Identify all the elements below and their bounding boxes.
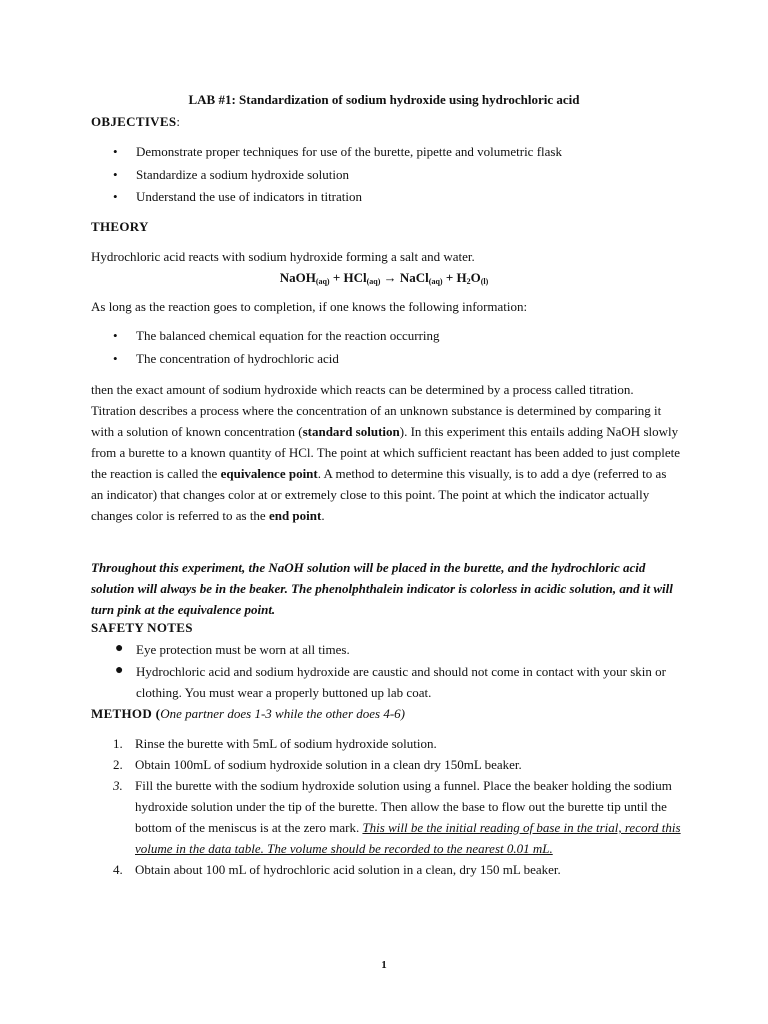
method-steps <box>113 733 683 880</box>
objectives-heading <box>91 114 180 130</box>
safety-list <box>113 639 683 704</box>
list-item <box>113 661 683 704</box>
page-title: LAB #1: Standardization of sodium hydroxide using hydrochloric acid <box>188 92 580 107</box>
list-item <box>113 859 683 880</box>
objective-text: Demonstrate proper techniques for use of the burette, pipette and volumetric flask <box>136 144 562 159</box>
list-item <box>113 164 562 187</box>
theory-item-text: The concentration of hydrochloric acid <box>136 350 339 366</box>
objectives-list <box>113 141 562 209</box>
theory-heading: THEORY <box>91 219 149 234</box>
bullet-icon: • <box>113 328 118 343</box>
bullet-icon: ● <box>115 662 124 678</box>
method-heading <box>91 706 405 722</box>
bullet-icon: ● <box>115 641 124 656</box>
term-equivalence-point: equivalence point <box>220 466 318 481</box>
eq-hcl: + HCl <box>329 270 367 285</box>
list-item <box>113 325 440 348</box>
step-text: Rinse the burette with 5mL of sodium hydroxide solution. <box>135 736 437 751</box>
objectives-colon: : <box>176 114 181 129</box>
step-underlined-note: This will be the initial reading of base in the trial, record this volume in the data table. The volume should be recorded to the nearest 0.01 mL. <box>135 820 681 856</box>
theory-item-text: The balanced chemical equation for the reaction occurring <box>136 328 440 343</box>
step-text: Obtain about 100 mL of hydrochloric acid solution in a clean, dry 150 mL beaker. <box>135 862 561 877</box>
theory-intro: Hydrochloric acid reacts with sodium hydroxide forming a salt and water. <box>91 249 475 264</box>
step-number: 1. <box>113 736 123 751</box>
eq-naoh: NaOH <box>279 270 316 285</box>
list-item <box>113 186 562 209</box>
method-heading-text: METHOD ( <box>91 706 161 721</box>
eq-nacl: → NaCl <box>380 270 429 285</box>
bullet-icon: • <box>113 166 118 182</box>
eq-state: (l) <box>480 277 489 286</box>
list-item <box>113 754 683 775</box>
step-number: 4. <box>113 862 123 877</box>
method-subtitle: One partner does 1-3 while the other does 4-6) <box>160 706 405 721</box>
eq-state: (aq) <box>366 277 381 286</box>
para-text: . A method to determine this visually, is to add a dye (referred to as an indicator) that changes color at or extremely close to this point. The point at which the indicator actually changes color is referred to as the <box>91 466 667 523</box>
theory-paragraph <box>91 379 681 526</box>
bullet-icon: • <box>113 350 118 366</box>
page-number: 1 <box>381 959 387 971</box>
eq-oxygen: O <box>470 270 481 285</box>
list-item <box>113 141 562 164</box>
experiment-note: Throughout this experiment, the NaOH solution will be placed in the burette, and the hydrochloric acid solution will always be in the beaker. The phenolphthalein indicator is colorless in acidic solution, and it will turn pink at the equivalence point. <box>91 560 673 617</box>
list-item <box>113 775 683 859</box>
step-number: 3. <box>113 778 123 793</box>
objective-text: Understand the use of indicators in titration <box>136 189 363 204</box>
safety-item-text: Eye protection must be worn at all times. <box>136 642 350 657</box>
step-text: Obtain 100mL of sodium hydroxide solution in a clean dry 150mL beaker. <box>135 757 522 772</box>
objectives-heading-text: OBJECTIVES <box>91 114 177 129</box>
list-item <box>113 733 683 754</box>
eq-state: (aq) <box>315 277 330 286</box>
theory-lead: As long as the reaction goes to completion, if one knows the following information: <box>91 299 528 314</box>
safety-item-text: Hydrochloric acid and sodium hydroxide are caustic and should not come in contact with your skin or clothing. You must wear a properly buttoned up lab coat. <box>136 663 666 700</box>
para-text: then the exact amount of sodium hydroxide which reacts can be determined by a process called titration. Titration describes a process where the concentration of an unknown substance is determined by comparing it with a solution of known concentration ( <box>91 382 662 439</box>
term-standard-solution: standard solution <box>302 424 400 439</box>
eq-water: + H <box>442 270 467 285</box>
theory-list <box>113 325 440 370</box>
chemical-equation <box>0 270 768 286</box>
list-item <box>113 639 683 661</box>
list-item <box>113 348 440 371</box>
para-text: . <box>321 508 325 523</box>
para-text: ). In this experiment this entails adding NaOH slowly from a burette to a known quantity of HCl. The point at which sufficient reactant has been added to just complete the reaction is called the <box>91 424 681 481</box>
eq-subscript: 2 <box>466 277 471 286</box>
safety-heading: SAFETY NOTES <box>91 620 193 635</box>
step-text: Fill the burette with the sodium hydroxide solution using a funnel. Place the beaker holding the sodium hydroxide solution under the tip of the burette. Then allow the base to flow out the burette tip until the bottom of the meniscus is at the zero mark. <box>135 778 672 835</box>
step-number: 2. <box>113 757 123 772</box>
bullet-icon: • <box>113 144 118 159</box>
eq-state: (aq) <box>428 277 443 286</box>
bullet-icon: • <box>113 189 118 204</box>
term-end-point: end point <box>268 508 322 523</box>
objective-text: Standardize a sodium hydroxide solution <box>136 166 350 182</box>
